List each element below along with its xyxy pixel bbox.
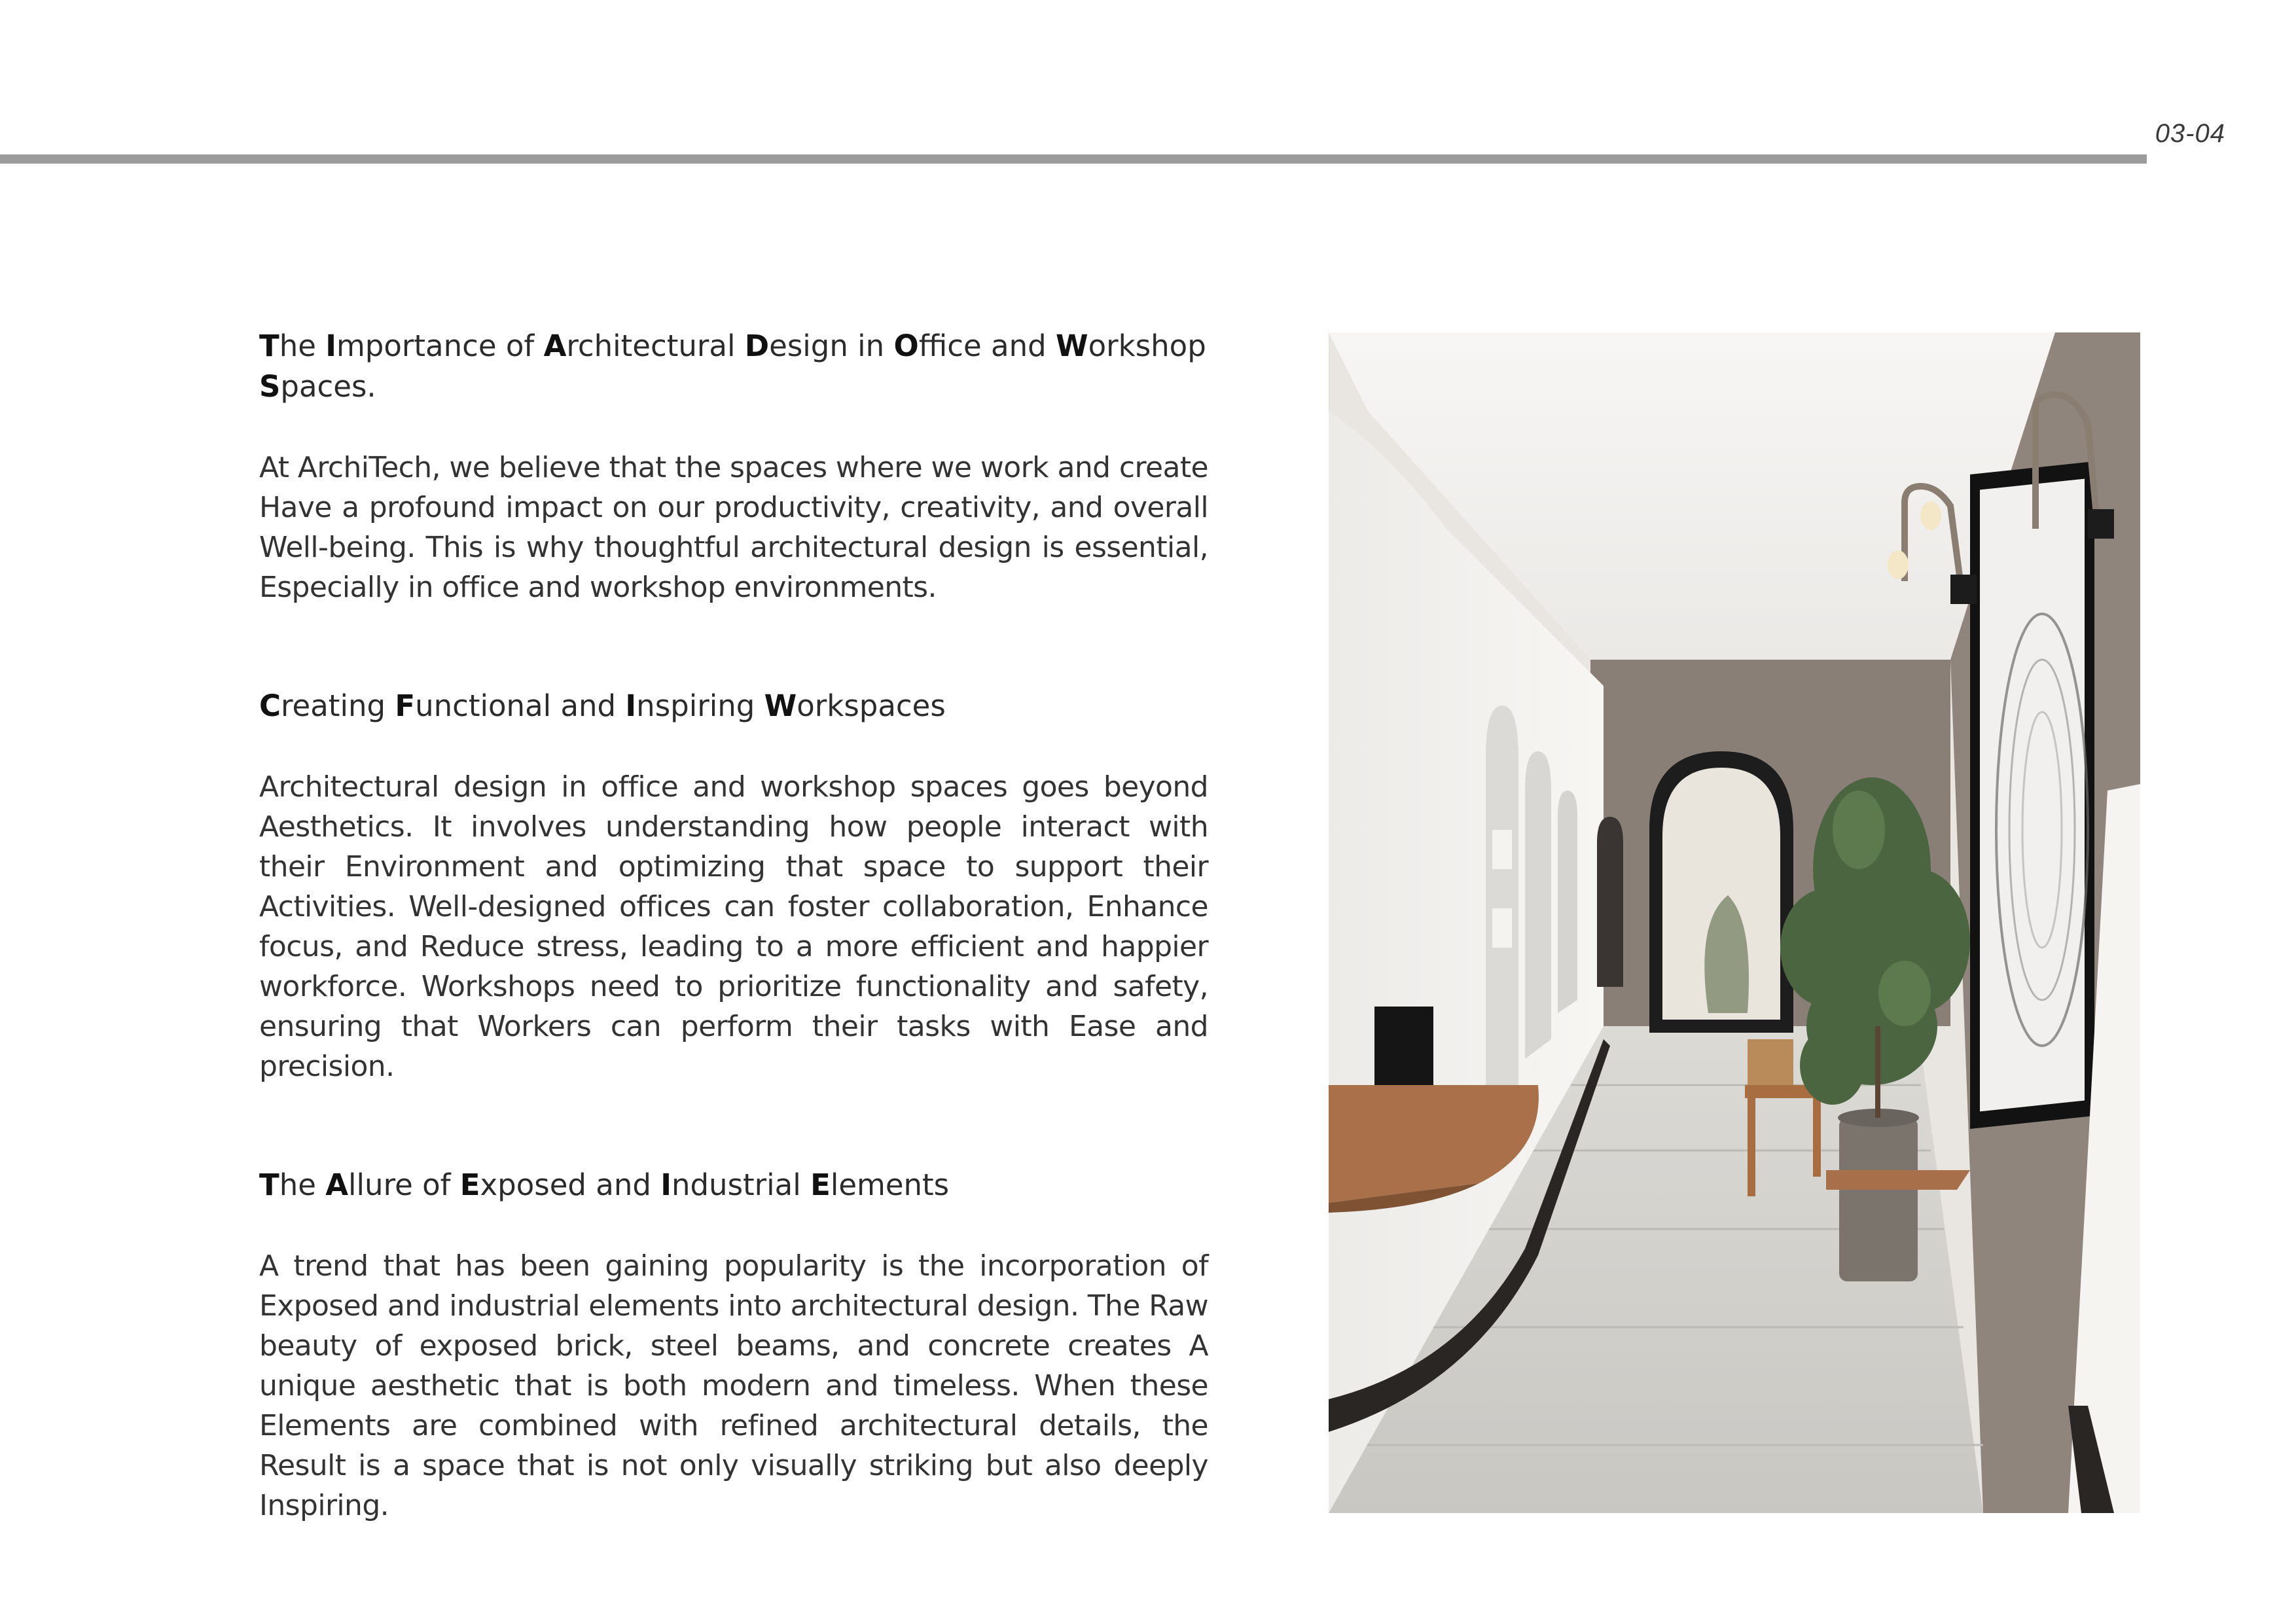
corridor-illustration (1329, 332, 2140, 1513)
heading-text: nspiring (636, 688, 764, 723)
heading-text: lements (830, 1168, 950, 1202)
heading-text: ffice and (918, 329, 1056, 363)
section-body-workspaces: Architectural design in office and workshop spaces goes beyond Aesthetics. It involves understanding how people interact with their Environment and optimizing that space to support their Activities. Well-designed offices can foster collaboration, Enhance focus, and Reduce stress, leading to a more efficient and happier workforce. Workshops need to prioritize functionality and safety, ensuring that Workers can perform their tasks with Ease and precision. (259, 770, 1208, 1083)
section-heading-industrial (259, 1165, 1208, 1205)
section-body-industrial: A trend that has been gaining popularity is the incorporation of Exposed and industrial elements into architectural design. The Raw beauty of exposed brick, steel beams, and concrete creates A unique aesthetic that is both modern and timeless. When these Elements are combined with refined architectural details, the Result is a space that is not only visually striking but also deeply Inspiring. (259, 1249, 1208, 1522)
section-body-importance: At ArchiTech, we believe that the spaces where we work and create Have a profound impact on our productivity, creativity, and overall Well-being. This is why thoughtful architectural design is essential, Especially in office and workshop environments. (259, 451, 1208, 604)
heading-text: llure of (348, 1168, 460, 1202)
heading-initial: E (810, 1168, 831, 1202)
heading-initial: A (325, 1168, 349, 1202)
header-rule (0, 154, 2147, 164)
heading-text: paces. (280, 369, 376, 404)
heading-initial: W (764, 688, 797, 723)
heading-initial: S (259, 369, 281, 404)
heading-initial: A (543, 329, 567, 363)
heading-initial: T (259, 1168, 279, 1202)
heading-text: xposed and (480, 1168, 661, 1202)
heading-text: he (279, 329, 326, 363)
heading-text: rchitectural (566, 329, 745, 363)
heading-initial: E (459, 1168, 480, 1202)
interior-corridor-render (1329, 332, 2140, 1513)
heading-text: he (279, 1168, 326, 1202)
text-column (259, 326, 1208, 1525)
heading-text: orkshop (1088, 329, 1206, 363)
heading-initial: O (893, 329, 919, 363)
heading-initial: D (744, 329, 770, 363)
section-heading-workspaces (259, 686, 1208, 726)
heading-initial: I (660, 1168, 672, 1202)
heading-text: reating (281, 688, 395, 723)
heading-initial: C (259, 688, 281, 723)
heading-initial: I (625, 688, 637, 723)
heading-text: mportance of (336, 329, 544, 363)
heading-text: unctional and (415, 688, 626, 723)
heading-initial: F (395, 688, 416, 723)
heading-text: esign in (769, 329, 894, 363)
page-number: 03-04 (2155, 119, 2225, 148)
section-heading-importance (259, 326, 1208, 407)
heading-text: orkspaces (797, 688, 946, 723)
heading-text: ndustrial (671, 1168, 811, 1202)
heading-initial: W (1055, 329, 1088, 363)
heading-initial: I (325, 329, 336, 363)
heading-initial: T (259, 329, 279, 363)
